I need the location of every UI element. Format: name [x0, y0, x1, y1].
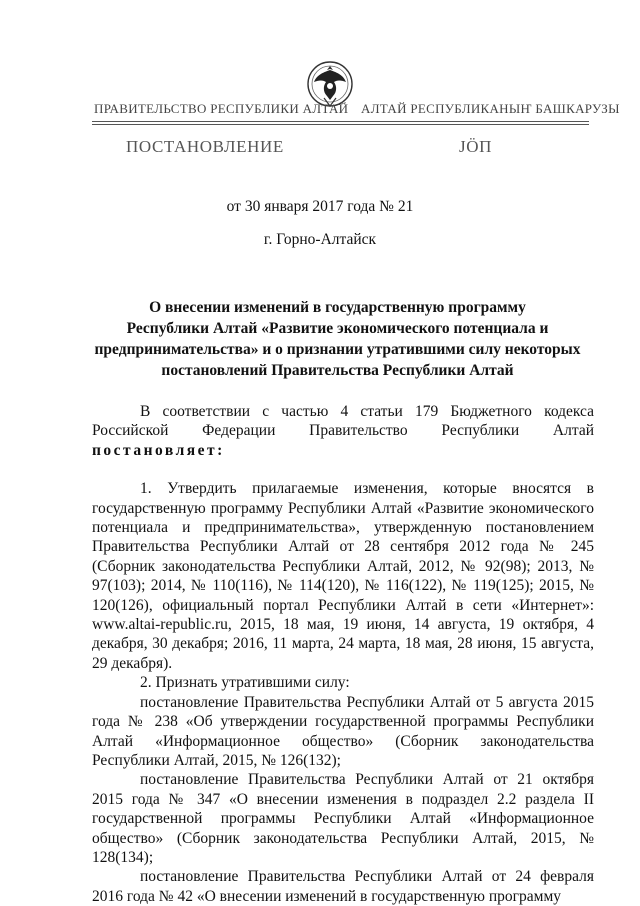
org-name-russian: ПРАВИТЕЛЬСТВО РЕСПУБЛИКИ АЛТАЙ	[94, 101, 349, 116]
body-paragraph: 1. Утвердить прилагаемые изменения, которые вносятся в государственную программу Республики Алтай «Развитие экономического потенциала и предпринимательства», утвержденную постановлением Правительства Республики Алтай от 28 сентября 2012 года № 245 (Сборник законодательства Республики Алтай, 2012, № 92(98); 2013, № 97(103); 2014, № 110(116), № 114(120), № 116(122), № 119(125); 2015, № 120(126), официальный портал Республики Алтай в сети «Интернет»: www.altai-republic.ru, 2015, 18 мая, 19 июня, 14 августа, 19 октября, 4 декабря, 30 декабря; 2016, 11 марта, 24 марта, 18 мая, 28 июня, 15 августа, 29 декабря).	[92, 480, 594, 672]
preamble-paragraph	[92, 402, 594, 460]
decree-keyword: постановляет:	[92, 441, 225, 459]
title-line: Республики Алтай «Развитие экономического потенциала и	[126, 320, 549, 337]
decree-date-number: от 30 января 2017 года № 21	[226, 198, 414, 215]
header-divider	[92, 121, 589, 122]
body-paragraph: постановление Правительства Республики Алтай от 24 февраля 2016 года № 42 «О внесении изменений в государственную программу	[92, 868, 594, 905]
decree-title	[90, 297, 585, 381]
preamble-text: В соответствии с частью 4 статьи 179 Бюджетного кодекса Российской Федерации Правительство Республики Алтай	[92, 403, 594, 440]
title-line: постановлений Правительства Республики Алтай	[161, 362, 514, 379]
header-divider	[92, 124, 589, 125]
body-paragraph: 2. Признать утратившими силу:	[140, 674, 350, 692]
org-name-altai: АЛТАЙ РЕСПУБЛИКАНЫҤ БАШКАРУЗЫ	[361, 101, 620, 116]
doc-type-altai: ЈӦП	[459, 137, 492, 156]
decree-city: г. Горно-Алтайск	[263, 231, 377, 248]
title-line: предпринимательства» и о признании утратившими силу некоторых	[94, 341, 581, 358]
title-line: О внесении изменений в государственную программу	[149, 299, 526, 316]
body-paragraph: постановление Правительства Республики Алтай от 21 октября 2015 года № 347 «О внесении изменения в подраздел 2.2 раздела II государственной программы Республики Алтай «Информационное общество» (Сборник законодательства Республики Алтай, 2015, № 128(134);	[92, 771, 594, 866]
decree-body	[92, 402, 594, 906]
doc-type-russian: ПОСТАНОВЛЕНИЕ	[126, 137, 284, 156]
body-paragraph: постановление Правительства Республики Алтай от 5 августа 2015 года № 238 «Об утверждении государственной программы Республики Алтай «Информационное общество» (Сборник законодательства Республики Алтай, 2015, № 126(132);	[92, 693, 594, 769]
